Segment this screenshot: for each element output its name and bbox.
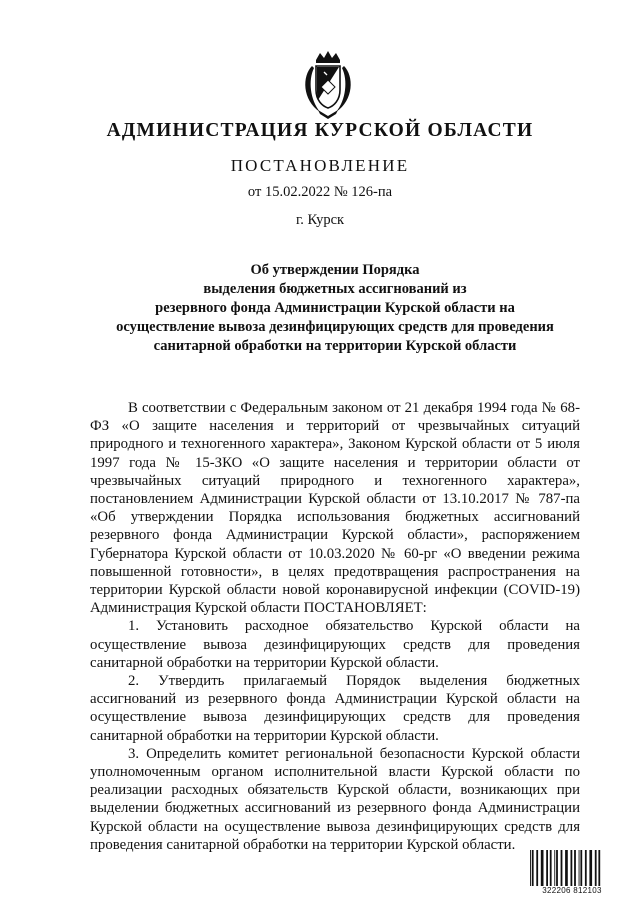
barcode-number: 322206 812103: [542, 886, 602, 895]
document-type: ПОСТАНОВЛЕНИЕ: [230, 156, 410, 175]
title-line: выделения бюджетных ассигнований из: [203, 281, 467, 297]
document-city: г. Курск: [295, 212, 345, 228]
title-line: резервного фонда Администрации Курской области на: [155, 300, 515, 316]
document-date-number: от 15.02.2022 № 126-па: [247, 184, 393, 200]
title-line: осуществление вывоза дезинфицирующих средств для проведения: [116, 319, 554, 335]
title-line: санитарной обработки на территории Курской области: [153, 338, 517, 354]
organization-name: АДМИНИСТРАЦИЯ КУРСКОЙ ОБЛАСТИ: [106, 120, 534, 141]
barcode-bars: [530, 850, 614, 886]
document-title: [60, 261, 610, 356]
clause-3-paragraph: 3. Определить комитет региональной безопасности Курской области уполномоченным органом исполнительной власти Курской области по реализации расходных обязательств Курской области, возникающих при выделении бюджетных ассигнований из резервного фонда Администрации Курской области на осуществление вывоза дезинфицирующих средств для проведения санитарной обработки на территории Курской области.: [90, 745, 580, 853]
clause-1-paragraph: 1. Установить расходное обязательство Курской области на осуществление вывоза дезинфицирующих средств для проведения санитарной обработки на территории Курской области.: [90, 618, 580, 671]
coat-of-arms-emblem: [298, 50, 358, 120]
title-line: Об утверждении Порядка: [250, 262, 420, 278]
clause-2-paragraph: 2. Утвердить прилагаемый Порядок выделения бюджетных ассигнований из резервного фонда Администрации Курской области на осуществление вывоза дезинфицирующих средств для проведения санитарной обработки на территории Курской области.: [90, 673, 580, 744]
preamble-paragraph: В соответствии с Федеральным законом от 21 декабря 1994 года № 68-ФЗ «О защите населения и территорий от чрезвычайных ситуаций природного и техногенного характера», Законом Курской области от 5 июля 1997 года № 15-ЗКО «О защите населения и территории области от чрезвычайных ситуаций природного и техногенного характера», постановлением Администрации Курской области от 13.10.2017 № 787-па «Об утверждении Порядка использования бюджетных ассигнований резервного фонда Администрации Курской области», распоряжением Губернатора Курской области от 10.03.2020 № 60-рг «О введении режима повышенной готовности», в целях предотвращения распространения на территории Курской области новой коронавирусной инфекции (COVID-19) Администрация Курской области ПОСТАНОВЛЯЕТ:: [90, 400, 580, 617]
barcode: [530, 850, 614, 895]
document-body: [90, 399, 580, 854]
